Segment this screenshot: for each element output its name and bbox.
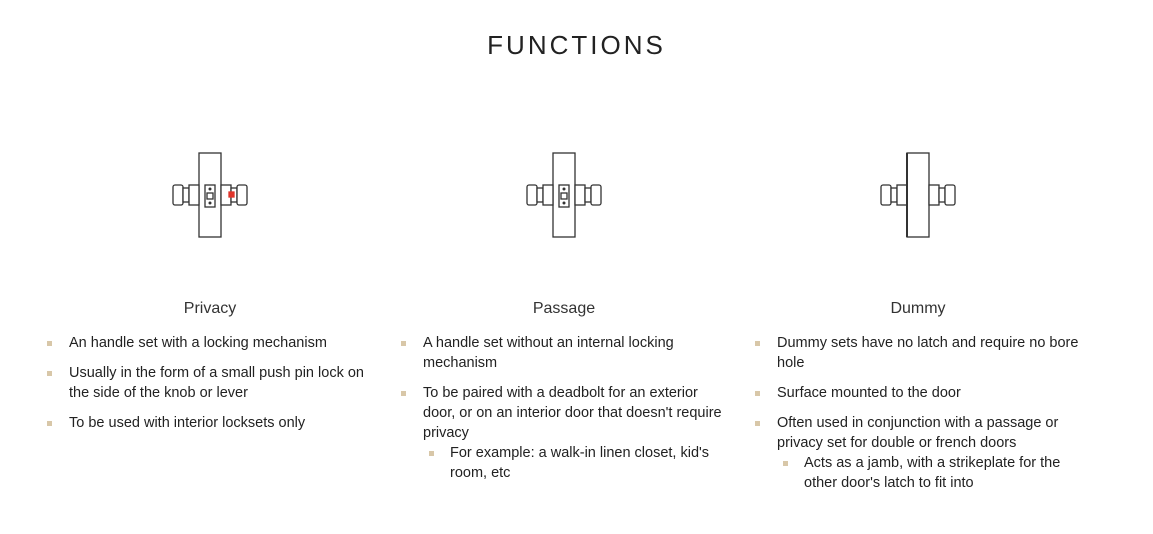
sub-bullet-list xyxy=(777,453,1088,493)
page-title: FUNCTIONS xyxy=(487,30,666,60)
list-item: A handle set without an internal locking mechanism xyxy=(394,333,734,373)
sub-list-item: Acts as a jamb, with a strikeplate for the other door's latch to fit into xyxy=(777,453,1088,493)
sub-bullet-list xyxy=(423,443,734,483)
sub-list-item: For example: a walk-in linen closet, kid's room, etc xyxy=(423,443,734,483)
list-item-text: To be paired with a deadbolt for an exterior door, or on an interior door that doesn't require privacy xyxy=(423,385,722,441)
function-title-dummy: Dummy xyxy=(890,300,946,317)
function-title-passage: Passage xyxy=(532,300,596,317)
function-title-privacy: Privacy xyxy=(183,300,237,317)
list-item: Surface mounted to the door xyxy=(748,383,1088,403)
list-item xyxy=(394,383,734,483)
dummy-bullet-list xyxy=(748,333,1088,503)
passage-lock-icon xyxy=(394,148,734,243)
list-item xyxy=(748,413,1088,493)
list-item: Dummy sets have no latch and require no bore hole xyxy=(748,333,1088,373)
list-item: An handle set with a locking mechanism xyxy=(40,333,380,353)
list-item: Usually in the form of a small push pin lock on the side of the knob or lever xyxy=(40,363,380,403)
list-item-text: Often used in conjunction with a passage or privacy set for double or french doors xyxy=(777,415,1059,451)
dummy-lock-icon xyxy=(748,148,1088,243)
passage-bullet-list xyxy=(394,333,734,493)
list-item: To be used with interior locksets only xyxy=(40,413,380,433)
privacy-lock-icon xyxy=(40,148,380,243)
privacy-bullet-list xyxy=(40,333,380,443)
